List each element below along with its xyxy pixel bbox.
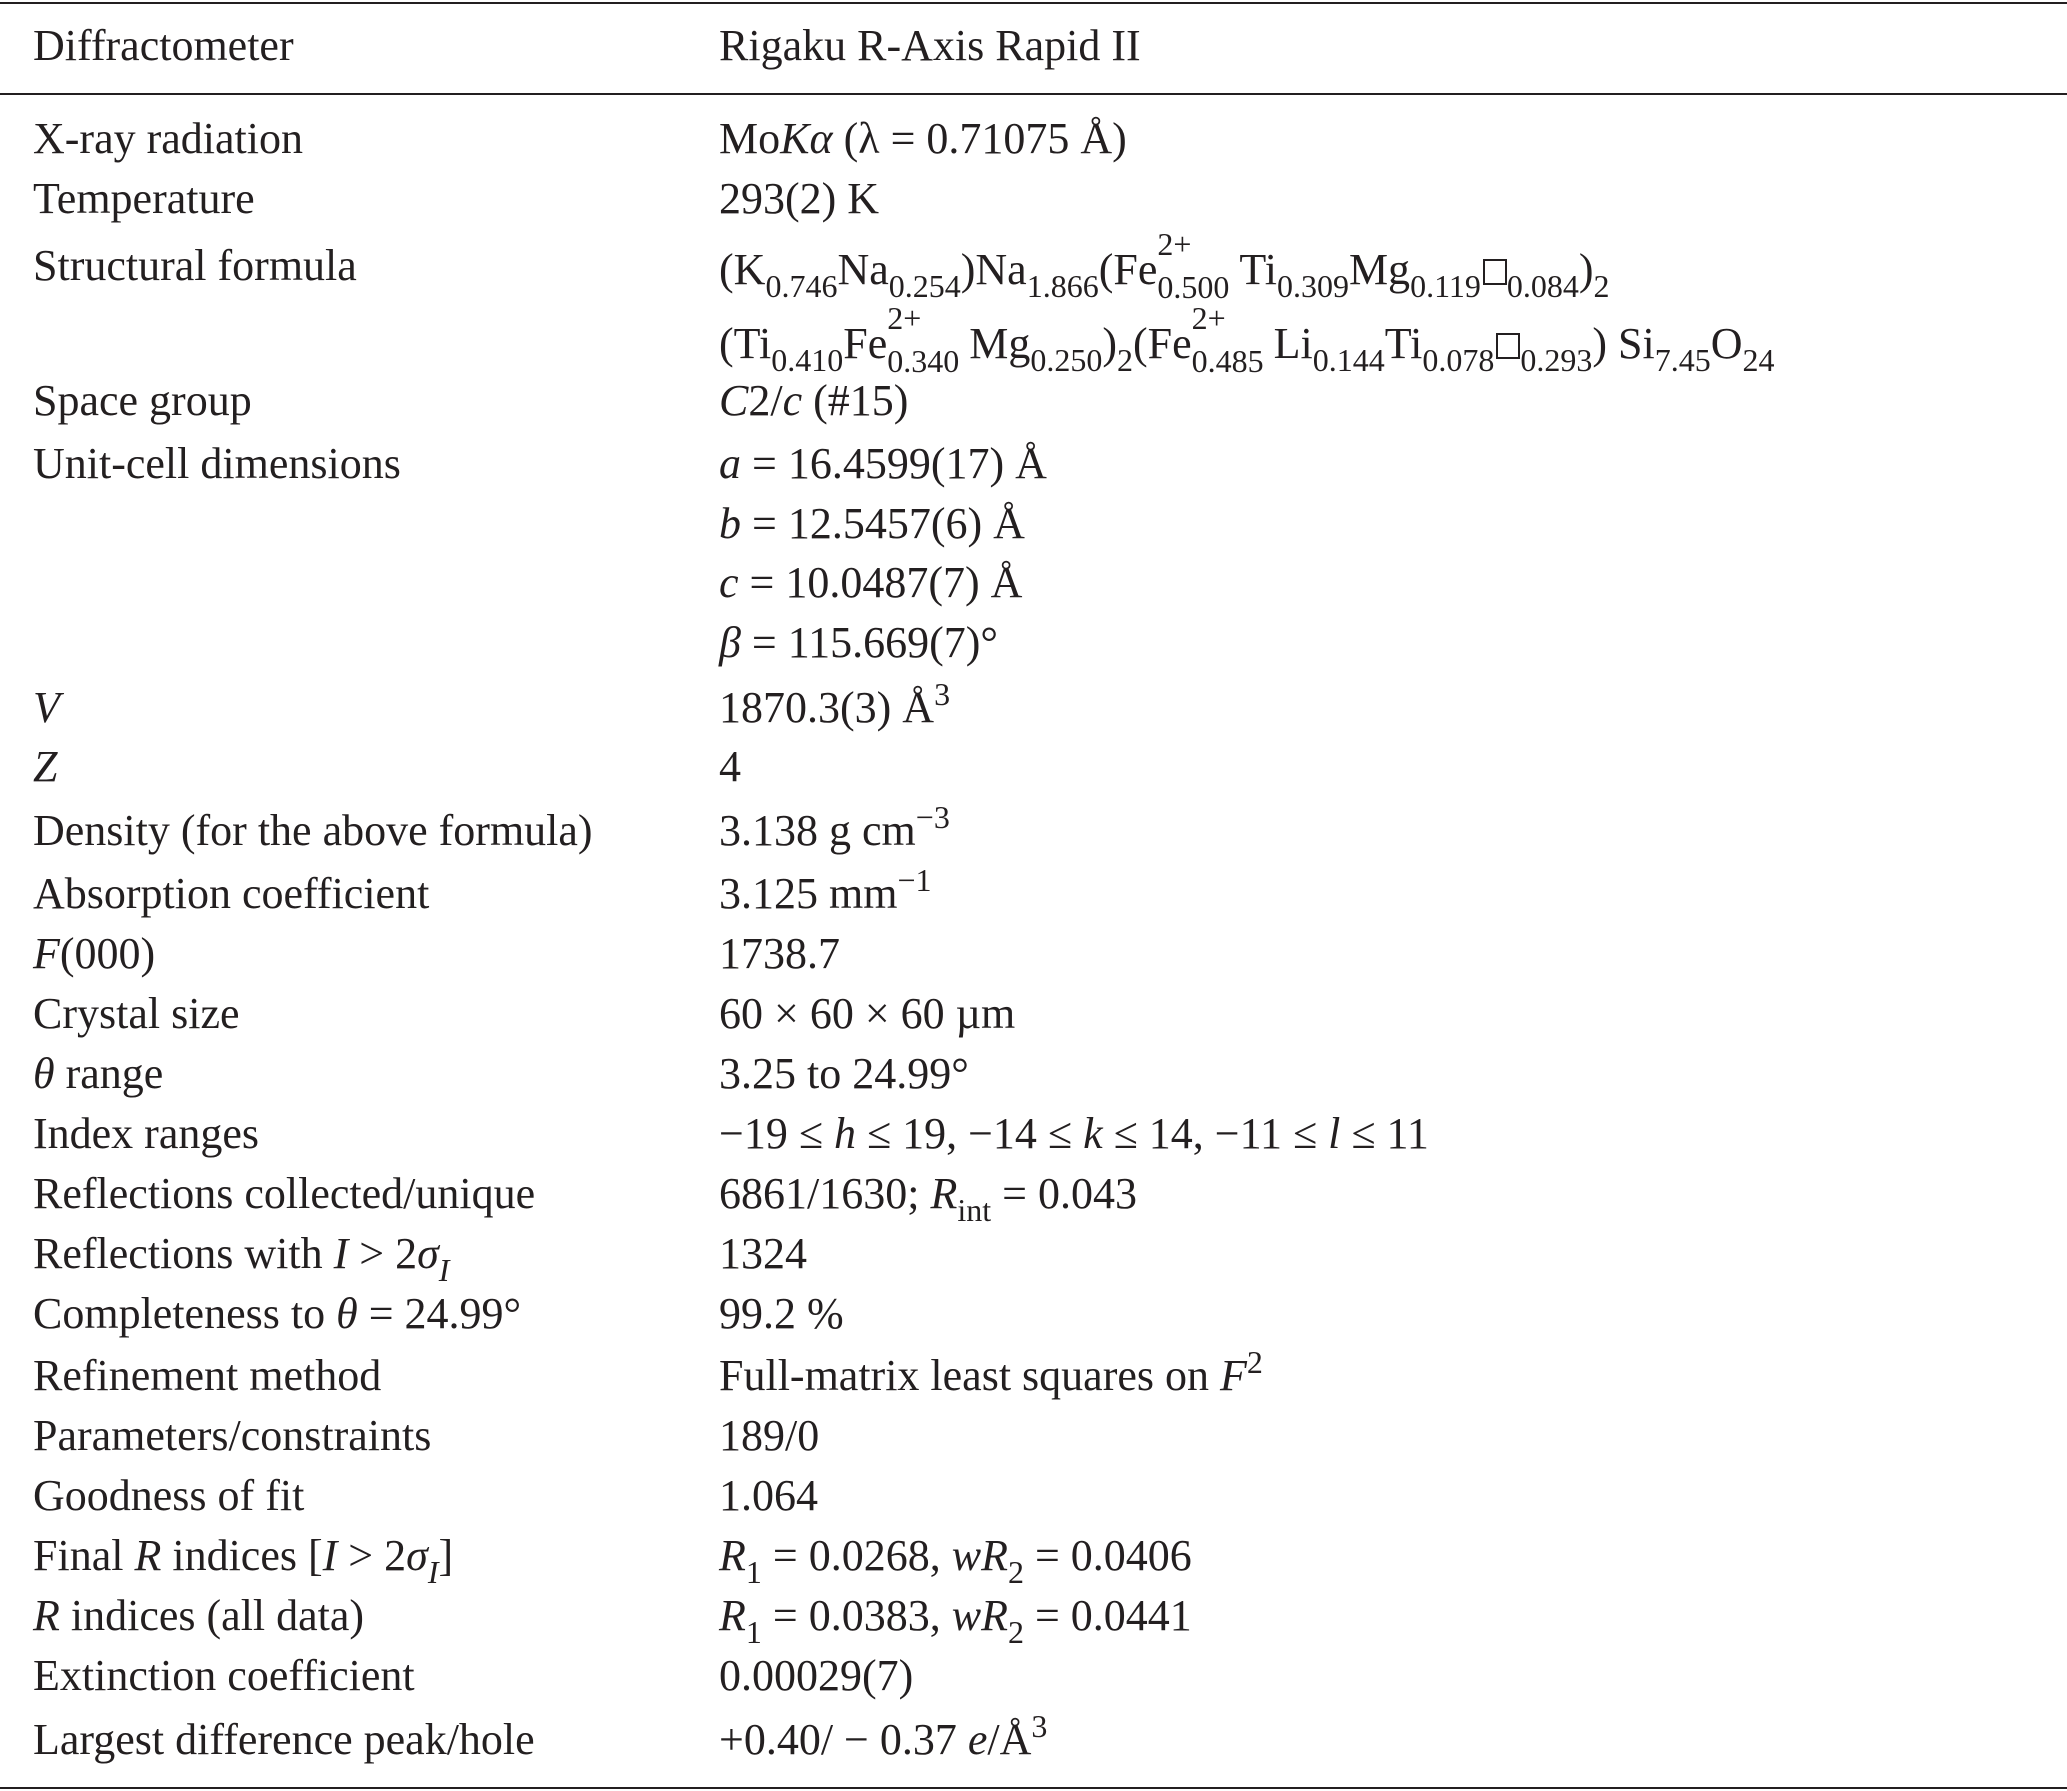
row-label-final-r: Final R indices $[I > 2\sigma_I]$ bbox=[33, 1531, 454, 1590]
row-label-crystal-size: Crystal size bbox=[33, 989, 240, 1038]
row-label-goodness: Goodness of fit bbox=[33, 1471, 305, 1520]
row-value-formula-line2: ($Ti_{0.410}Fe$ 2+ 0.340 $Mg_{0.250})_2(Fe$ 2+ 0.485 $Li_{0.144}Ti_{0.078}$ $_{0.293}$) $Si_{7.45}O_{24}$ bbox=[719, 300, 1775, 379]
row-label-xray: X-ray radiation bbox=[33, 114, 303, 163]
header-label: Diffractometer bbox=[33, 21, 294, 70]
row-value-absorption: 3.125 $mm^{-1}$ bbox=[719, 862, 932, 918]
row-label-r-all: R indices (all data) bbox=[33, 1591, 365, 1640]
row-value-density: 3.138 g $cm^{-3}$ bbox=[719, 799, 950, 855]
row-value-theta-range: 3.25 to 24.99° bbox=[719, 1049, 969, 1098]
row-label-formula: Structural formula bbox=[33, 241, 357, 290]
row-value-peak-hole: +0.40/ − 0.37 $e/Å^3$ bbox=[719, 1708, 1048, 1764]
row-value-goodness: 1.064 bbox=[719, 1471, 818, 1520]
row-value-index-ranges: −19 ≤ h ≤ 19, −14 ≤ k ≤ 14, −11 ≤ l ≤ 11 bbox=[719, 1109, 1429, 1158]
row-value-z: 4 bbox=[719, 742, 741, 791]
row-label-reflections: Reflections collected/unique bbox=[33, 1169, 536, 1218]
row-value-refinement: Full-matrix least squares on $F^2$ bbox=[719, 1344, 1263, 1400]
row-label-unit-cell: Unit-cell dimensions bbox=[33, 439, 401, 488]
row-value-xray: MoKα (λ = 0.71075 Å) bbox=[719, 114, 1127, 163]
row-label-temperature: Temperature bbox=[33, 174, 255, 223]
row-label-extinction: Extinction coefficient bbox=[33, 1651, 415, 1700]
row-value-reflections: 6861/1630; $R_{int} = 0.043$ bbox=[719, 1169, 1137, 1228]
row-label-completeness: Completeness to θ = 24.99° bbox=[33, 1289, 522, 1338]
row-value-extinction: 0.00029(7) bbox=[719, 1651, 914, 1700]
vacancy-square-icon bbox=[1483, 259, 1507, 285]
row-value-reflections-obs: 1324 bbox=[719, 1229, 807, 1278]
row-value-completeness: 99.2 % bbox=[719, 1289, 844, 1338]
row-label-theta-range: θ range bbox=[33, 1049, 164, 1098]
table-bottom-rule bbox=[0, 1787, 2067, 1789]
row-value-cell-b: b = 12.5457(6) Å bbox=[719, 499, 1025, 548]
row-value-volume: 1870.3(3) $Å^3$ bbox=[719, 676, 951, 732]
row-label-peak-hole: Largest difference peak/hole bbox=[33, 1715, 535, 1764]
row-label-volume: V bbox=[33, 683, 60, 732]
row-label-absorption: Absorption coefficient bbox=[33, 869, 430, 918]
row-value-crystal-size: 60 × 60 × 60 µm bbox=[719, 989, 1016, 1038]
row-value-final-r: $R_1 = 0.0268$, $wR_2 = 0.0406$ bbox=[719, 1531, 1192, 1590]
table-header-rule bbox=[0, 93, 2067, 95]
row-value-cell-a: a = 16.4599(17) Å bbox=[719, 439, 1047, 488]
row-label-refinement: Refinement method bbox=[33, 1351, 382, 1400]
header-value: Rigaku R-Axis Rapid II bbox=[719, 21, 1141, 70]
row-value-formula-line1: $(K_{0.746}Na_{0.254})Na_{1.866}(Fe$ 2+ 0.500 $Ti_{0.309}Mg_{0.119}$ $_{0.084})_2$ bbox=[719, 226, 1610, 305]
row-label-reflections-obs: Reflections with $I > 2\sigma_I$ bbox=[33, 1229, 450, 1288]
row-value-parameters: 189/0 bbox=[719, 1411, 820, 1460]
row-value-cell-c: c = 10.0487(7) Å bbox=[719, 558, 1023, 607]
row-value-cell-beta: β = 115.669(7)° bbox=[719, 618, 999, 667]
row-label-index-ranges: Index ranges bbox=[33, 1109, 260, 1158]
row-value-temperature: 293(2) K bbox=[719, 174, 880, 223]
row-value-f000: 1738.7 bbox=[719, 929, 840, 978]
row-value-space-group: C2/c (#15) bbox=[719, 376, 909, 425]
row-label-parameters: Parameters/constraints bbox=[33, 1411, 432, 1460]
vacancy-square-icon bbox=[1496, 333, 1520, 359]
row-label-density: Density (for the above formula) bbox=[33, 806, 593, 855]
row-label-f000: F(000) bbox=[33, 929, 156, 978]
row-value-r-all: $R_1 = 0.0383$, $wR_2 = 0.0441$ bbox=[719, 1591, 1192, 1650]
row-label-z: Z bbox=[33, 742, 58, 791]
row-label-space-group: Space group bbox=[33, 376, 252, 425]
table-top-rule bbox=[0, 2, 2067, 4]
